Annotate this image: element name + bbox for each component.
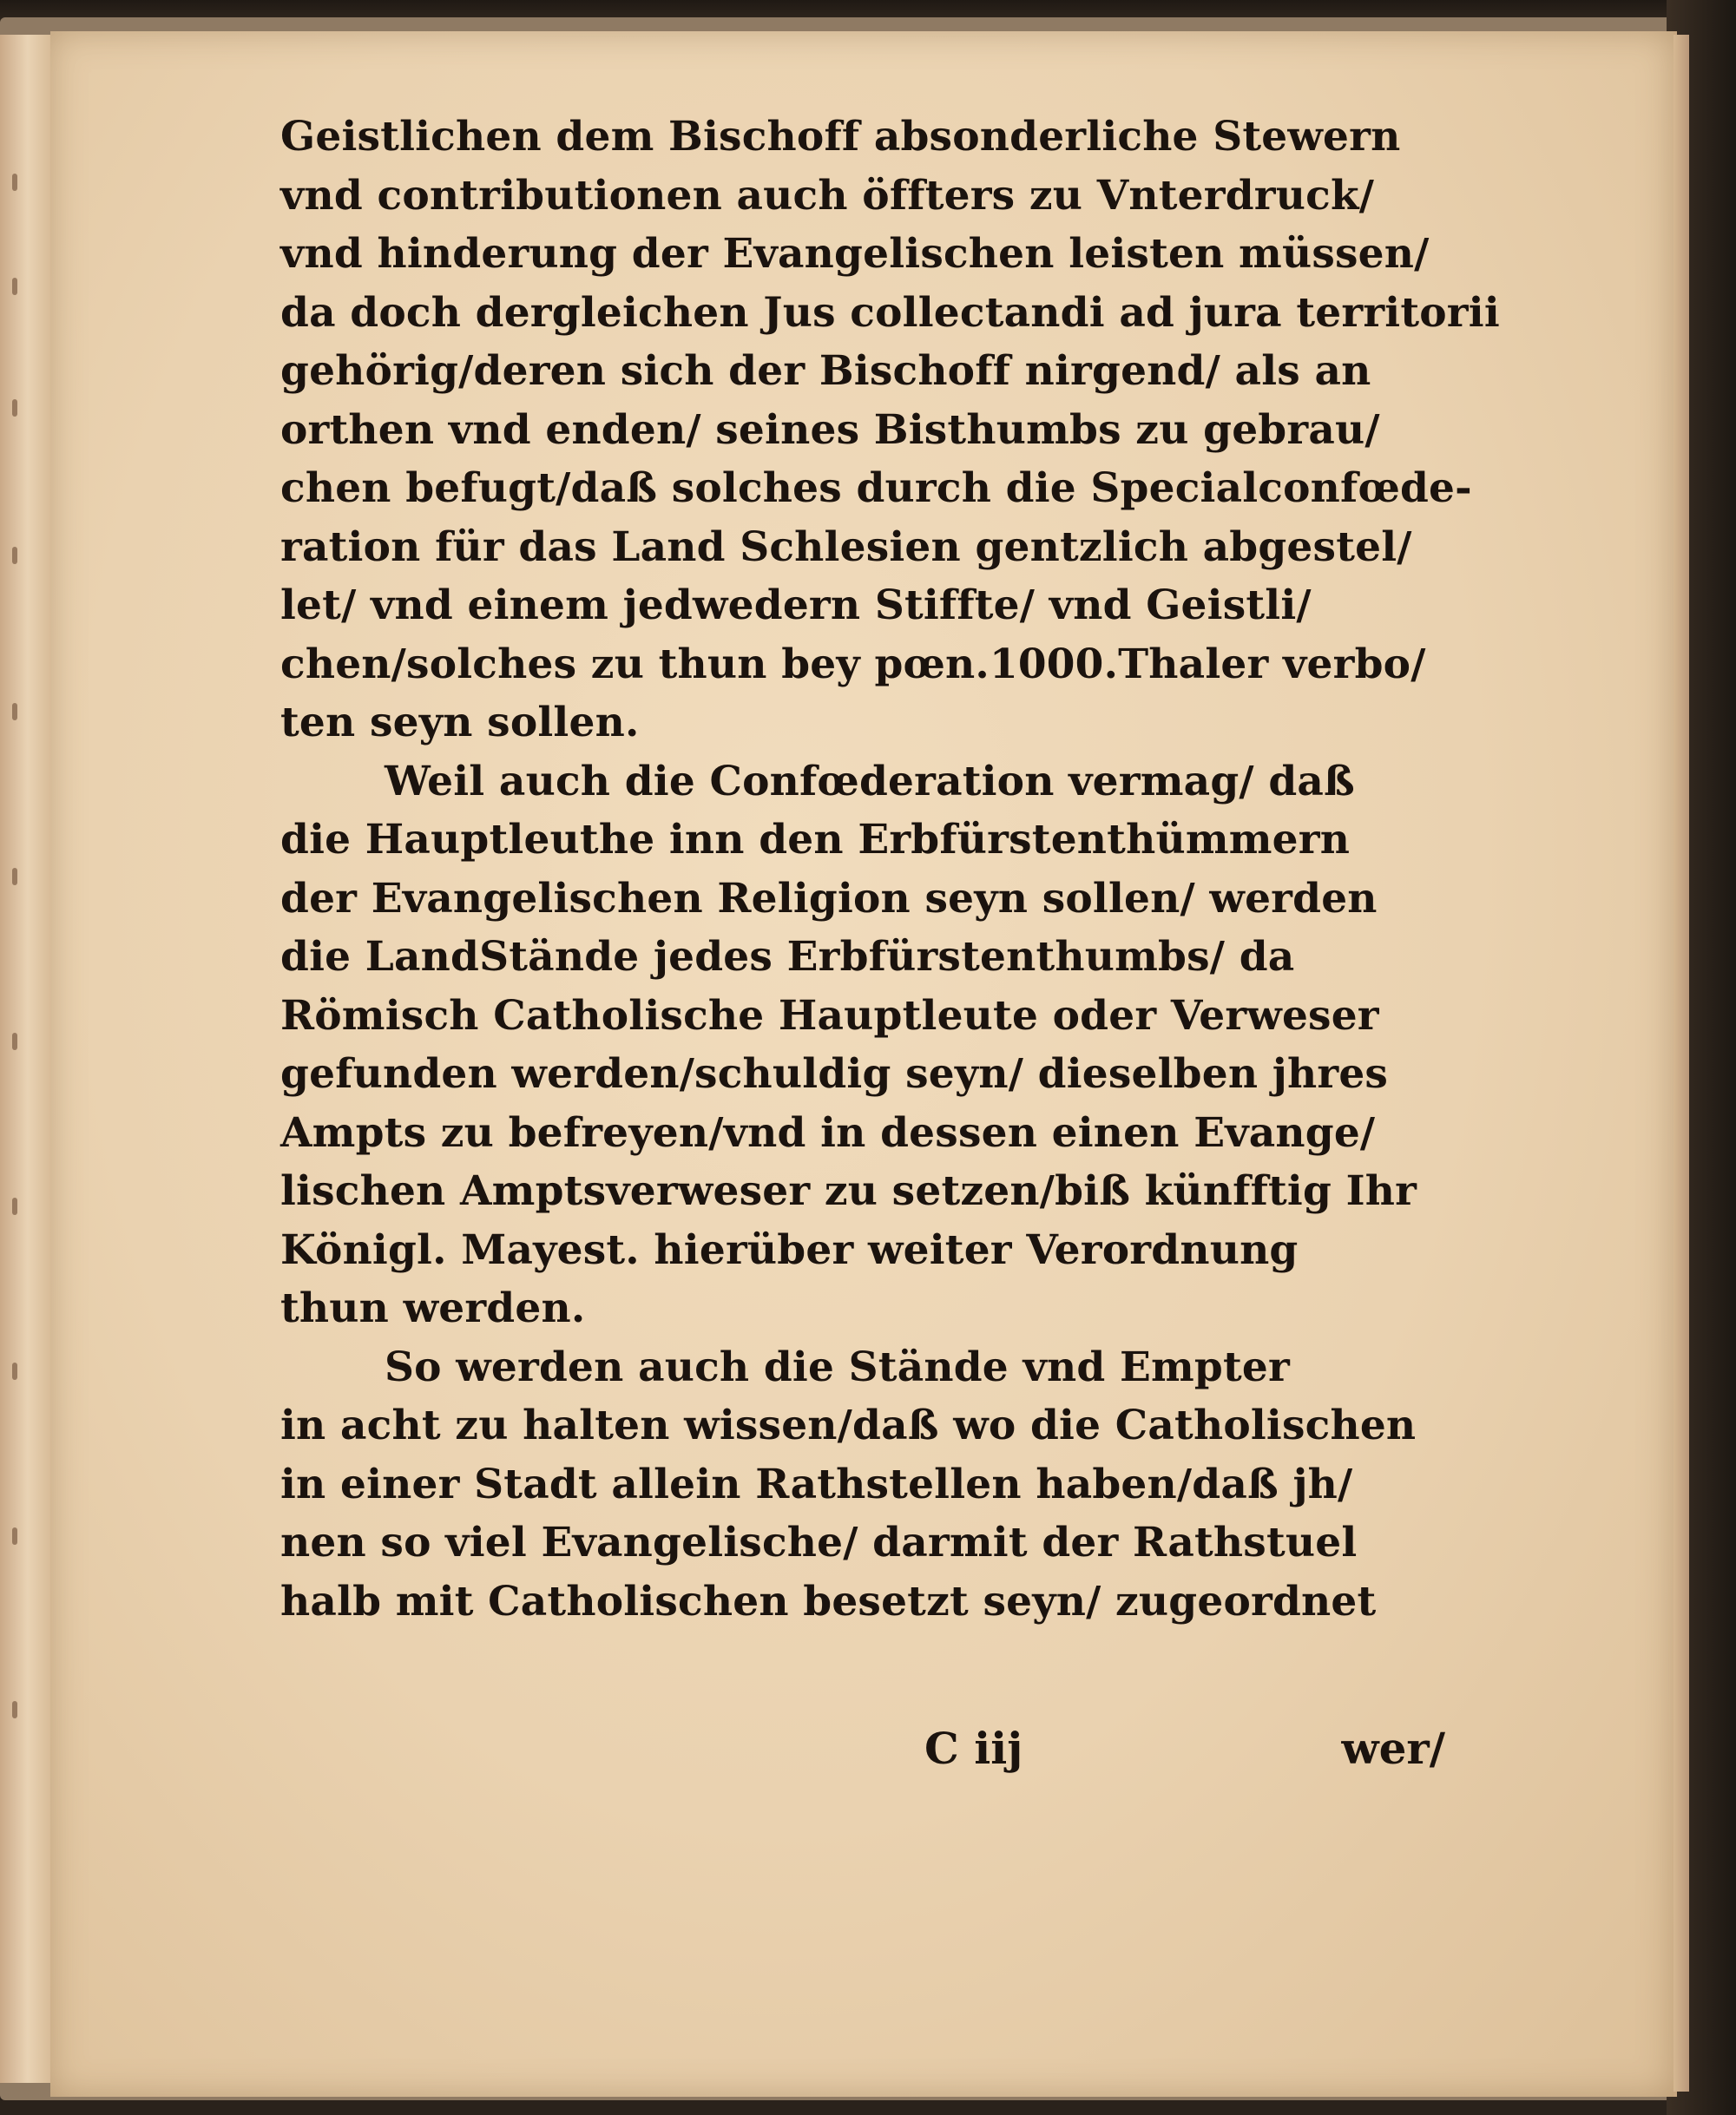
text-line: Weil auch die Confœderation vermag/ daß [385,757,1355,805]
page-footer [230,1723,1454,1792]
text-line: thun werden. [280,1284,586,1332]
text-line: So werden auch die Stände vnd Empter [385,1343,1290,1391]
page-text [280,108,1504,1631]
text-line: vnd hinderung der Evangelischen leisten müssen/ [280,230,1430,278]
text-line: da doch dergleichen Jus collectandi ad jura territorii [280,288,1500,337]
signature-mark: C iij [924,1723,1023,1774]
text-line: let/ vnd einem jedwedern Stiffte/ vnd Geistli/ [280,581,1312,629]
page-edge [1674,35,1689,2092]
text-line: chen/solches zu thun bey pœn.1000.Thaler verbo/ [280,640,1426,688]
text-line: Ampts zu befreyen/vnd in dessen einen Evange/ [280,1108,1376,1157]
text-line: in einer Stadt allein Rathstellen haben/daß jh/ [280,1460,1353,1508]
text-line: nen so viel Evangelische/ darmit der Rathstuel [280,1519,1358,1567]
text-line: Königl. Mayest. hierüber weiter Verordnung [280,1225,1299,1274]
text-line: Römisch Catholische Hauptleute oder Verweser [280,991,1379,1040]
facing-page-edge [0,35,52,2083]
text-line: Geistlichen dem Bischoff absonderliche Stewern [280,113,1401,161]
spine-marks [5,174,40,1909]
text-line: halb mit Catholischen besetzt seyn/ zugeordnet [280,1577,1377,1626]
catchword: wer/ [1341,1723,1445,1774]
text-line: vnd contributionen auch öffters zu Vnterdruck/ [280,171,1375,220]
text-line: chen befugt/daß solches durch die Specialconfœde- [280,464,1472,512]
text-line: lischen Amptsverweser zu setzen/biß künfftig Ihr [280,1167,1417,1215]
text-line: gefunden werden/schuldig seyn/ dieselben jhres [280,1050,1389,1098]
text-line: der Evangelischen Religion seyn sollen/ werden [280,874,1378,923]
text-line: die Hauptleuthe inn den Erbfürstenthümmern [280,816,1351,864]
text-line: orthen vnd enden/ seines Bisthumbs zu gebrau/ [280,405,1380,454]
text-line: in acht zu halten wissen/daß wo die Catholischen [280,1402,1417,1449]
text-line: gehörig/deren sich der Bischoff nirgend/ als an [280,347,1371,395]
text-line: ration für das Land Schlesien gentzlich abgestel/ [280,522,1412,571]
text-line: ten seyn sollen. [280,699,640,746]
text-line: die LandStände jedes Erbfürstenthumbs/ da [280,933,1295,981]
